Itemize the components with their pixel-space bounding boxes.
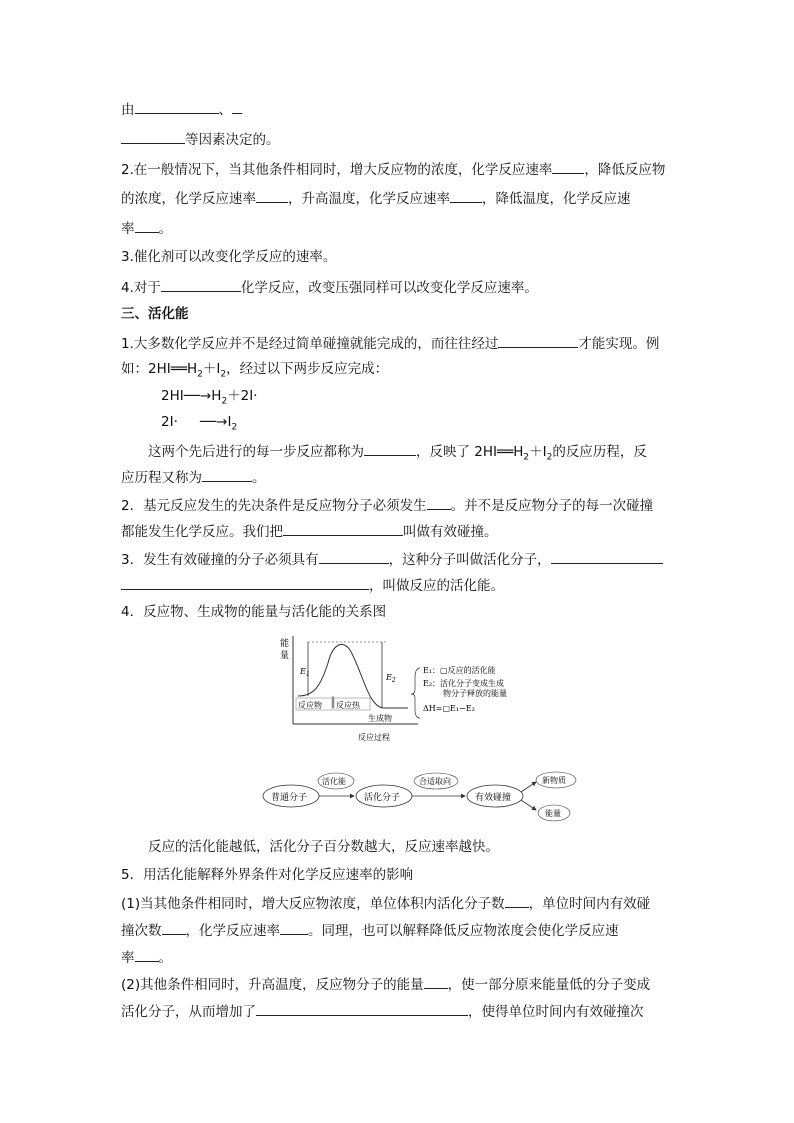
text-line: 3.催化剂可以改变化学反应的速率。 bbox=[121, 249, 337, 265]
text: ，单位时间内有效碰 bbox=[528, 896, 651, 912]
text: ，反映了 2HI══H bbox=[416, 444, 524, 460]
text-line bbox=[121, 1001, 644, 1021]
text: 2I· bbox=[161, 414, 178, 430]
blank bbox=[364, 441, 416, 456]
subscript: 2 bbox=[197, 369, 203, 380]
text: (2)其他条件相同时，升高温度，反应物分子的能量 bbox=[121, 977, 424, 993]
legend-line-2a: E₂：活化分子变成生成 bbox=[423, 679, 505, 688]
text: ，叫做反应的活化能。 bbox=[369, 578, 504, 594]
blank bbox=[135, 947, 159, 962]
subscript: 2 bbox=[231, 422, 238, 433]
equation-line bbox=[161, 413, 237, 437]
text: 的浓度，化学反应速率 bbox=[121, 191, 256, 207]
text: 叫做有效碰撞。 bbox=[403, 524, 498, 540]
subscript: 2 bbox=[220, 369, 227, 380]
text: 、 bbox=[218, 102, 232, 118]
text: ，化学反应速率 bbox=[185, 923, 280, 939]
blank bbox=[121, 575, 369, 590]
y-axis-label-2: 量 bbox=[280, 651, 290, 661]
text: ，使一部分原来能量低的分子变成 bbox=[447, 977, 651, 993]
text: ，降低温度，化学反应速 bbox=[482, 191, 631, 207]
energy-diagram bbox=[278, 628, 548, 748]
blank bbox=[256, 1001, 468, 1016]
text-line: 4．反应物、生成物的能量与活化能的关系图 bbox=[121, 604, 387, 620]
text-line bbox=[121, 99, 242, 119]
text: 3．发生有效碰撞的分子必须具有 bbox=[121, 552, 319, 568]
y-axis-label-1: 能 bbox=[280, 639, 290, 649]
blank bbox=[498, 333, 578, 348]
e2-label: $E_2$ bbox=[386, 673, 396, 684]
blank bbox=[256, 188, 288, 203]
text-line bbox=[121, 467, 266, 487]
section-heading: 三、活化能 bbox=[121, 306, 189, 322]
text: 。 bbox=[158, 221, 172, 237]
tag-orientation-label: 合适取向 bbox=[419, 777, 451, 786]
text: 。并不是反应物分子的每一次碰撞 bbox=[450, 498, 654, 514]
text-line: 5．用活化能解释外界条件对化学反应速率的影响 bbox=[121, 867, 414, 883]
text-line bbox=[121, 947, 172, 967]
blank bbox=[135, 99, 219, 114]
text: 1.大多数化学反应并不是经过简单碰撞就能完成的，而往往经过 bbox=[121, 336, 499, 352]
text: ＋I bbox=[202, 361, 221, 377]
blank bbox=[450, 188, 482, 203]
text-line bbox=[121, 188, 631, 208]
legend-line-1: E₁：▢反应的活化能 bbox=[423, 666, 496, 675]
text: ，降低反应物 bbox=[584, 162, 666, 178]
text-line bbox=[121, 549, 663, 569]
node-new-substance-label: 新物质 bbox=[542, 776, 566, 785]
text: 率 bbox=[121, 221, 135, 237]
heat-label: 反应热 bbox=[336, 701, 360, 710]
text: 。 bbox=[252, 470, 266, 486]
text: ＋2I· bbox=[227, 388, 258, 404]
blank bbox=[280, 920, 308, 935]
legend-brace bbox=[411, 668, 420, 718]
blank bbox=[283, 521, 403, 536]
text-line bbox=[121, 575, 504, 595]
text: ，经过以下两步反应完成： bbox=[226, 361, 389, 377]
text: ，升高温度，化学反应速率 bbox=[288, 191, 450, 207]
blank bbox=[551, 549, 663, 564]
flow-diagram bbox=[258, 768, 588, 828]
text-line bbox=[148, 441, 647, 467]
blank bbox=[202, 467, 252, 482]
equation-line bbox=[161, 387, 258, 411]
text-line bbox=[121, 920, 619, 940]
subscript: 2 bbox=[523, 452, 530, 463]
blank bbox=[427, 495, 451, 510]
arrow-3 bbox=[521, 782, 536, 792]
subscript: 2 bbox=[546, 452, 553, 463]
text: 化学反应，改变压强同样可以改变化学反应速率。 bbox=[240, 280, 538, 296]
text: 由 bbox=[121, 102, 135, 118]
text: ──→I bbox=[199, 414, 232, 430]
legend-line-2b: 物分子释放的能量 bbox=[443, 689, 507, 698]
node-energy-label: 能量 bbox=[545, 809, 561, 818]
text-line bbox=[121, 159, 665, 179]
blank bbox=[424, 974, 448, 989]
text: 等因素决定的。 bbox=[185, 132, 280, 148]
blank bbox=[552, 159, 584, 174]
subscript: 2 bbox=[221, 396, 228, 407]
text: 。同理，也可以解释降低反应物浓度会使化学反应速 bbox=[308, 923, 619, 939]
text-line: 反应的活化能越低，活化分子百分数越大，反应速率越快。 bbox=[148, 839, 499, 855]
blank bbox=[162, 920, 186, 935]
text: 才能实现。例 bbox=[578, 336, 660, 352]
reactant-label: 反应物 bbox=[298, 701, 322, 710]
text: 率 bbox=[121, 950, 135, 966]
blank bbox=[319, 549, 389, 564]
node-effective-collision-label: 有效碰撞 bbox=[475, 793, 512, 803]
text: 。 bbox=[158, 950, 172, 966]
text: 如：2HI══H bbox=[121, 361, 198, 377]
x-axis-label: 反应过程 bbox=[358, 733, 390, 742]
text-line bbox=[121, 974, 650, 994]
text: 的反应历程，反 bbox=[552, 444, 647, 460]
node-ordinary-molecule-label: 普通分子 bbox=[271, 793, 308, 803]
product-label: 生成物 bbox=[368, 714, 392, 723]
text: 撞次数 bbox=[121, 923, 162, 939]
node-activated-molecule-label: 活化分子 bbox=[364, 793, 401, 803]
text: 都能发生化学反应。我们把 bbox=[121, 524, 283, 540]
text: 4.对于 bbox=[121, 280, 161, 296]
text: 这两个先后进行的每一步反应都称为 bbox=[148, 444, 364, 460]
e1-label: $E_1$ bbox=[300, 667, 310, 678]
blank bbox=[121, 129, 185, 144]
blank bbox=[232, 99, 242, 114]
text: 应历程又称为 bbox=[121, 470, 202, 486]
text: 2．基元反应发生的先决条件是反应物分子必须发生 bbox=[121, 498, 427, 514]
text-line bbox=[121, 893, 650, 913]
text: 2HI──→H bbox=[161, 388, 222, 404]
legend-line-3: ΔH=▢E₁−E₂ bbox=[423, 704, 475, 713]
text-line bbox=[121, 521, 498, 541]
text-line bbox=[121, 360, 388, 384]
blank bbox=[161, 277, 241, 292]
text-line bbox=[121, 333, 659, 353]
text-line bbox=[121, 495, 653, 515]
text: 活化分子，从而增加了 bbox=[121, 1004, 256, 1020]
tag-activation-energy-label: 活化能 bbox=[322, 777, 346, 786]
text: 2.在一般情况下，当其他条件相同时，增大反应物的浓度，化学反应速率 bbox=[121, 162, 553, 178]
blank bbox=[135, 218, 159, 233]
text: ，这种分子叫做活化分子， bbox=[388, 552, 551, 568]
text-line bbox=[121, 129, 280, 149]
text: (1)当其他条件相同时，增大反应物浓度，单位体积内活化分子数 bbox=[121, 896, 505, 912]
blank bbox=[505, 893, 529, 908]
text: ＋I bbox=[529, 444, 547, 460]
text: ，使得单位时间内有效碰撞次 bbox=[468, 1004, 644, 1020]
text-line bbox=[121, 218, 172, 238]
text-line bbox=[121, 277, 538, 297]
arrow-4 bbox=[521, 800, 536, 810]
